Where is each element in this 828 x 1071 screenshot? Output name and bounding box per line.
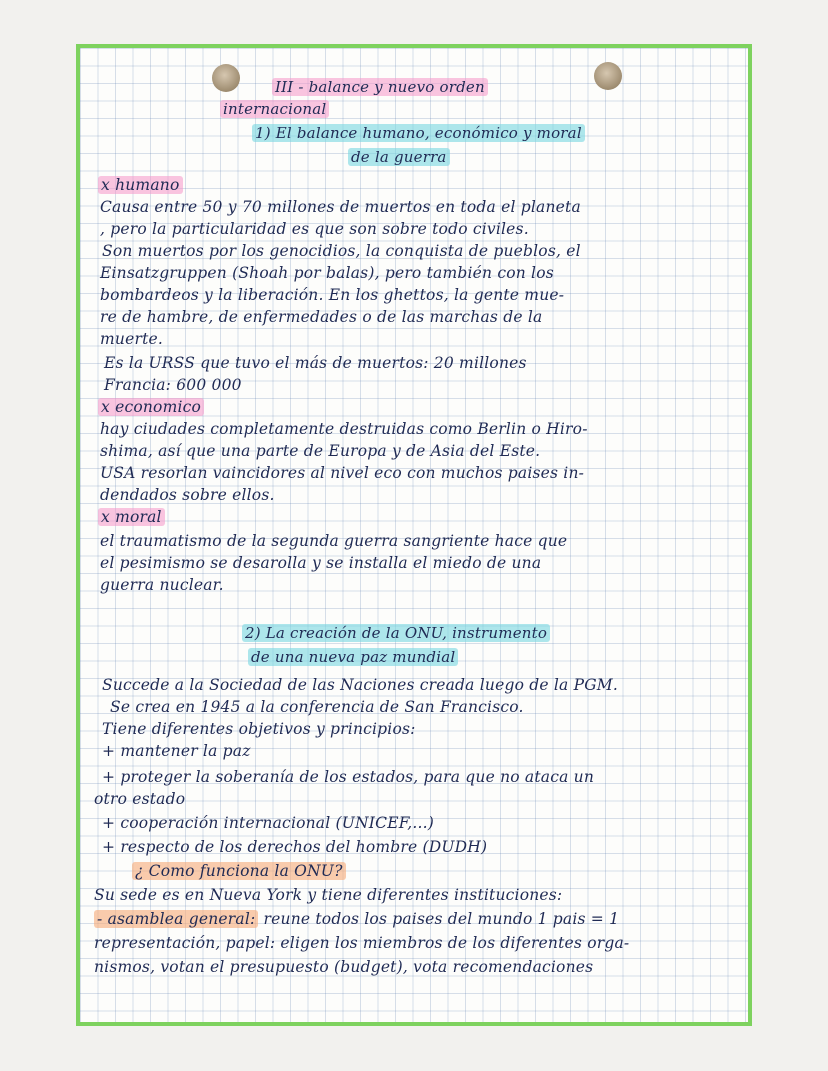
label-humano: x humano <box>98 176 183 194</box>
asamblea-line <box>94 910 619 928</box>
humano-line: Son muertos por los genocidios, la conquista de pueblos, el <box>102 242 581 260</box>
moral-line: el pesimismo se desarolla y se installa el miedo de una <box>100 554 542 572</box>
onu-line: Succede a la Sociedad de las Naciones creada luego de la PGM. <box>102 676 618 694</box>
moral-line: el traumatismo de la segunda guerra sangriente hace que <box>100 532 568 550</box>
punch-hole-left <box>212 64 240 92</box>
notebook-page <box>80 48 748 1022</box>
onu-line: otro estado <box>94 790 186 808</box>
heading-balance: 1) El balance humano, económico y moral <box>252 124 585 142</box>
onu-question: ¿ Como funciona la ONU? <box>132 862 346 880</box>
humano-line: Es la URSS que tuvo el más de muertos: 20 millones <box>104 354 527 372</box>
onu-line: + cooperación internacional (UNICEF,...) <box>102 814 435 832</box>
humano-line: muerte. <box>100 330 163 348</box>
onu-line: + respecto de los derechos del hombre (DUDH) <box>102 838 488 856</box>
label-moral: x moral <box>98 508 165 526</box>
economico-line: dendados sobre ellos. <box>100 486 275 504</box>
humano-line: bombardeos y la liberación. En los ghettos, la gente mue- <box>100 286 565 304</box>
humano-line: Causa entre 50 y 70 millones de muertos en toda el planeta <box>100 198 581 216</box>
onu-line: Tiene diferentes objetivos y principios: <box>102 720 416 738</box>
onu-line: + mantener la paz <box>102 742 251 760</box>
asamblea-label: - asamblea general: <box>94 910 258 928</box>
punch-hole-right <box>594 62 622 90</box>
humano-line: , pero la particularidad es que son sobre todo civiles. <box>100 220 529 238</box>
onu-line: + proteger la soberanía de los estados, para que no ataca un <box>102 768 595 786</box>
label-economico: x economico <box>98 398 204 416</box>
section-title-line2: internacional <box>220 100 329 118</box>
moral-line: guerra nuclear. <box>100 576 224 594</box>
heading-onu: 2) La creación de la ONU, instrumento <box>242 624 550 642</box>
heading-balance-line2: de la guerra <box>348 148 450 166</box>
asamblea-text: reune todos los paises del mundo 1 pais = 1 <box>258 910 620 928</box>
section-title: III - balance y nuevo orden <box>272 78 488 96</box>
humano-line: Einsatzgruppen (Shoah por balas), pero también con los <box>100 264 554 282</box>
economico-line: hay ciudades completamente destruidas como Berlin o Hiro- <box>100 420 588 438</box>
humano-line: Francia: 600 000 <box>104 376 242 394</box>
onu-line: nismos, votan el presupuesto (budget), vota recomendaciones <box>94 958 594 976</box>
heading-onu-line2: de una nueva paz mundial <box>248 648 458 666</box>
economico-line: USA resorlan vaincidores al nivel eco con muchos paises in- <box>100 464 585 482</box>
humano-line: re de hambre, de enfermedades o de las marchas de la <box>100 308 543 326</box>
onu-line: Se crea en 1945 a la conferencia de San Francisco. <box>110 698 524 716</box>
onu-line: Su sede es en Nueva York y tiene diferentes instituciones: <box>94 886 563 904</box>
economico-line: shima, así que una parte de Europa y de Asia del Este. <box>100 442 541 460</box>
onu-line: representación, papel: eligen los miembros de los diferentes orga- <box>94 934 630 952</box>
